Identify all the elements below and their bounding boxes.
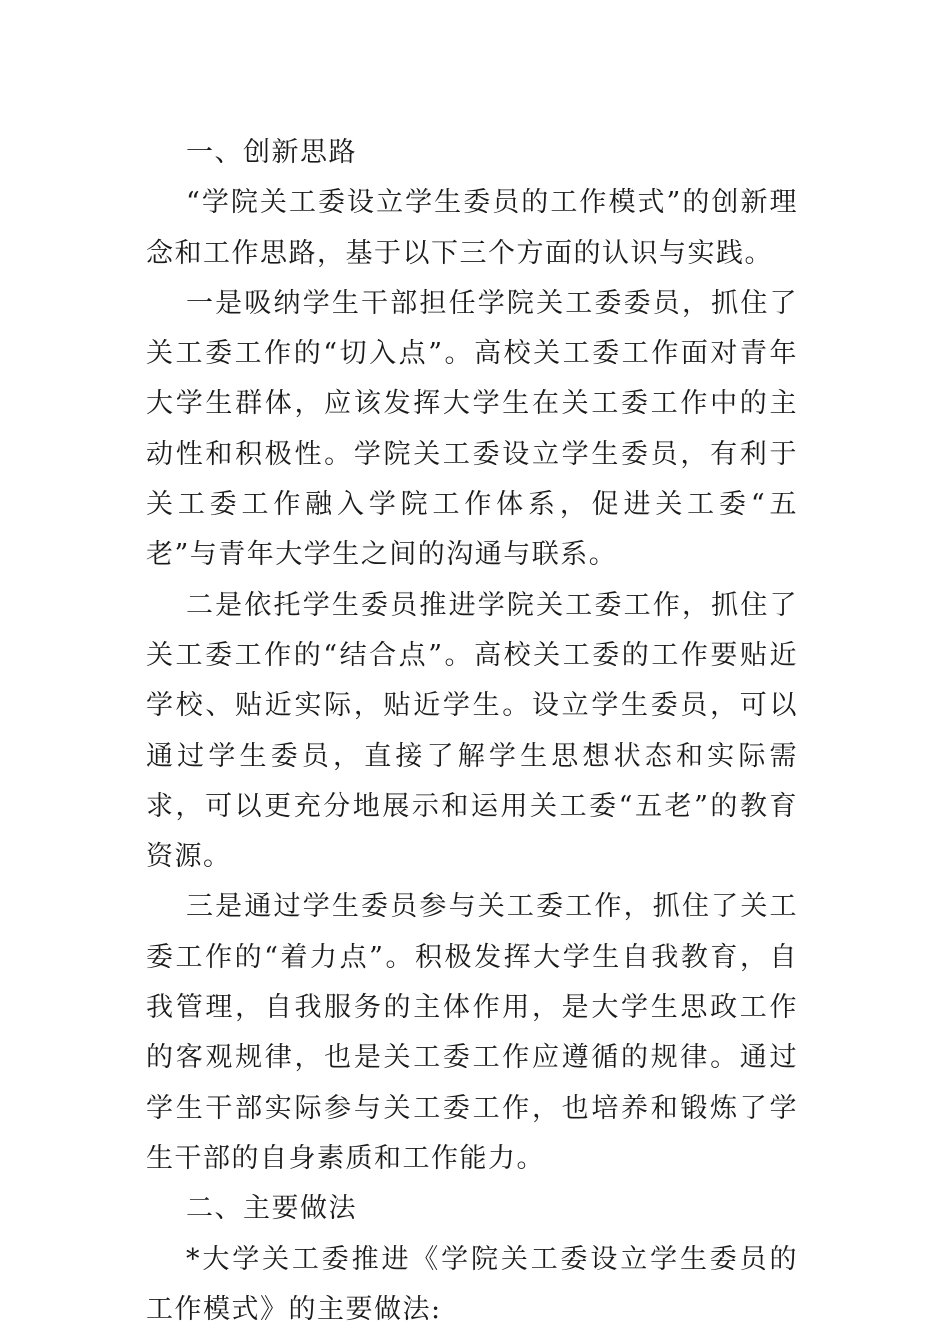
section-heading-practices: 二、主要做法 <box>186 1193 357 1225</box>
paragraph-intro: “学院关工委设立学生委员的工作模式”的创新理念和工作思路，基于以下三个方面的认识与实践。 <box>146 187 798 269</box>
paragraph-point-two: 二是依托学生委员推进学院关工委工作，抓住了关工委工作的“结合点”。高校关工委的工作要贴近学校、贴近实际，贴近学生。设立学生委员，可以通过学生委员，直接了解学生思想状态和实际需求，可以更充分地展示和运用关工委“五老”的教育资源。 <box>146 589 798 873</box>
paragraph-point-three: 三是通过学生委员参与关工委工作，抓住了关工委工作的“着力点”。积极发挥大学生自我教育，自我管理，自我服务的主体作用，是大学生思政工作的客观规律，也是关工委工作应遵循的规律。通过学生干部实际参与关工委工作，也培养和锻炼了学生干部的自身素质和工作能力。 <box>146 891 798 1174</box>
section-heading-innovation: 一、创新思路 <box>186 137 357 168</box>
document-body <box>146 128 798 1335</box>
paragraph-point-one: 一是吸纳学生干部担任学院关工委委员，抓住了关工委工作的“切入点”。高校关工委工作面对青年大学生群体，应该发挥大学生在关工委工作中的主动性和积极性。学院关工委设立学生委员，有利于关工委工作融入学院工作体系，促进关工委“五老”与青年大学生之间的沟通与联系。 <box>146 287 798 571</box>
paragraph-practices-intro: *大学关工委推进《学院关工委设立学生委员的工作模式》的主要做法: <box>146 1243 798 1325</box>
